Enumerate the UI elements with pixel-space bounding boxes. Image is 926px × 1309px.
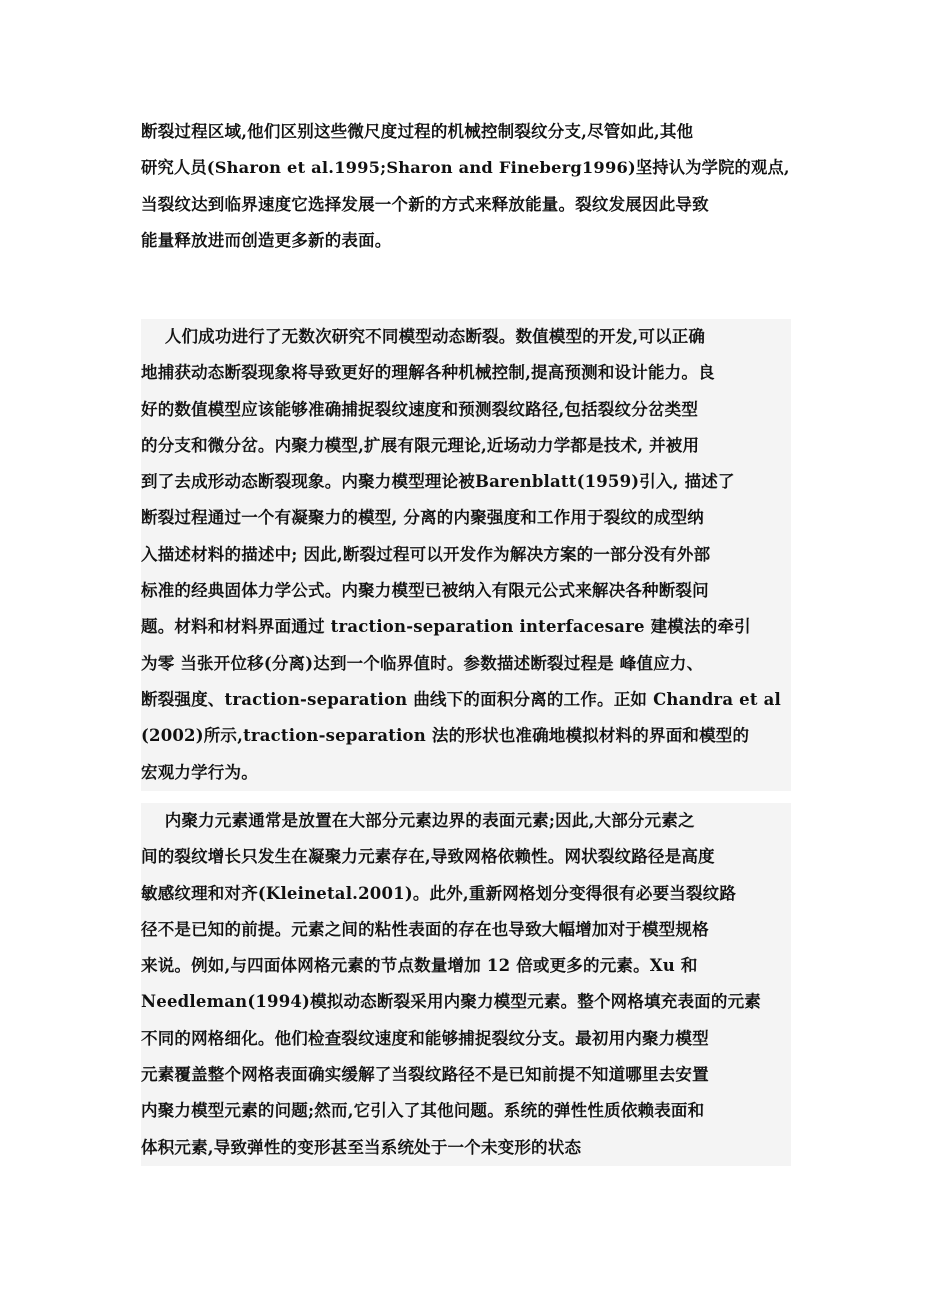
text-line: 当裂纹达到临界速度它选择发展一个新的方式来释放能量。裂纹发展因此导致	[141, 194, 709, 214]
text-line: 为零 当张开位移(分离)达到一个临界值时。参数描述断裂过程是 峰值应力、	[141, 646, 791, 682]
text-line: 断裂强度、traction-separation 曲线下的面积分离的工作。正如 Chandra et al	[141, 682, 791, 718]
text-line: 元素覆盖整个网格表面确实缓解了当裂纹路径不是已知前提不知道哪里去安置	[141, 1057, 791, 1093]
text-line: 敏感纹理和对齐(Kleinetal.2001)。此外,重新网格划分变得很有必要当裂纹路	[141, 876, 791, 912]
text-line: 体积元素,导致弹性的变形甚至当系统处于一个未变形的状态	[141, 1130, 791, 1166]
text-line: 来说。例如,与四面体网格元素的节点数量增加 12 倍或更多的元素。Xu 和	[141, 948, 791, 984]
paragraph-1	[141, 114, 791, 259]
text-line: Needleman(1994)模拟动态断裂采用内聚力模型元素。整个网格填充表面的元素	[141, 984, 791, 1020]
text-line: 人们成功进行了无数次研究不同模型动态断裂。数值模型的开发,可以正确	[141, 319, 791, 355]
text-line: 研究人员(Sharon et al.1995;Sharon and Fineberg1996)坚持认为学院的观点,	[141, 158, 790, 178]
text-line: 内聚力元素通常是放置在大部分元素边界的表面元素;因此,大部分元素之	[141, 803, 791, 839]
text-line: 好的数值模型应该能够准确捕捉裂纹速度和预测裂纹路径,包括裂纹分岔类型	[141, 392, 791, 428]
text-line: 宏观力学行为。	[141, 755, 791, 791]
text-line: 不同的网格细化。他们检查裂纹速度和能够捕捉裂纹分支。最初用内聚力模型	[141, 1021, 791, 1057]
text-line: 入描述材料的描述中; 因此,断裂过程可以开发作为解决方案的一部分没有外部	[141, 537, 791, 573]
text-line: 断裂过程区域,他们区别这些微尺度过程的机械控制裂纹分支,尽管如此,其他	[141, 122, 694, 141]
text-line: 地捕获动态断裂现象将导致更好的理解各种机械控制,提高预测和设计能力。良	[141, 355, 791, 391]
paragraph-3	[141, 803, 791, 1166]
text-line: 内聚力模型元素的问题;然而,它引入了其他问题。系统的弹性性质依赖表面和	[141, 1093, 791, 1129]
text-line: 断裂过程通过一个有凝聚力的模型, 分离的内聚强度和工作用于裂纹的成型纳	[141, 500, 791, 536]
text-line: 题。材料和材料界面通过 traction-separation interfacesare 建模法的牵引	[141, 609, 791, 645]
text-line: 到了去成形动态断裂现象。内聚力模型理论被Barenblatt(1959)引入, 描述了	[141, 464, 791, 500]
text-line: 的分支和微分岔。内聚力模型,扩展有限元理论,近场动力学都是技术, 并被用	[141, 428, 791, 464]
paragraph-2	[141, 319, 791, 791]
text-line: 径不是已知的前提。元素之间的粘性表面的存在也导致大幅增加对于模型规格	[141, 912, 791, 948]
text-line: (2002)所示,traction-separation 法的形状也准确地模拟材料的界面和模型的	[141, 718, 791, 754]
text-line: 能量释放进而创造更多新的表面。	[141, 230, 392, 250]
text-line: 标准的经典固体力学公式。内聚力模型已被纳入有限元公式来解决各种断裂问	[141, 573, 791, 609]
text-line: 间的裂纹增长只发生在凝聚力元素存在,导致网格依赖性。网状裂纹路径是高度	[141, 839, 791, 875]
